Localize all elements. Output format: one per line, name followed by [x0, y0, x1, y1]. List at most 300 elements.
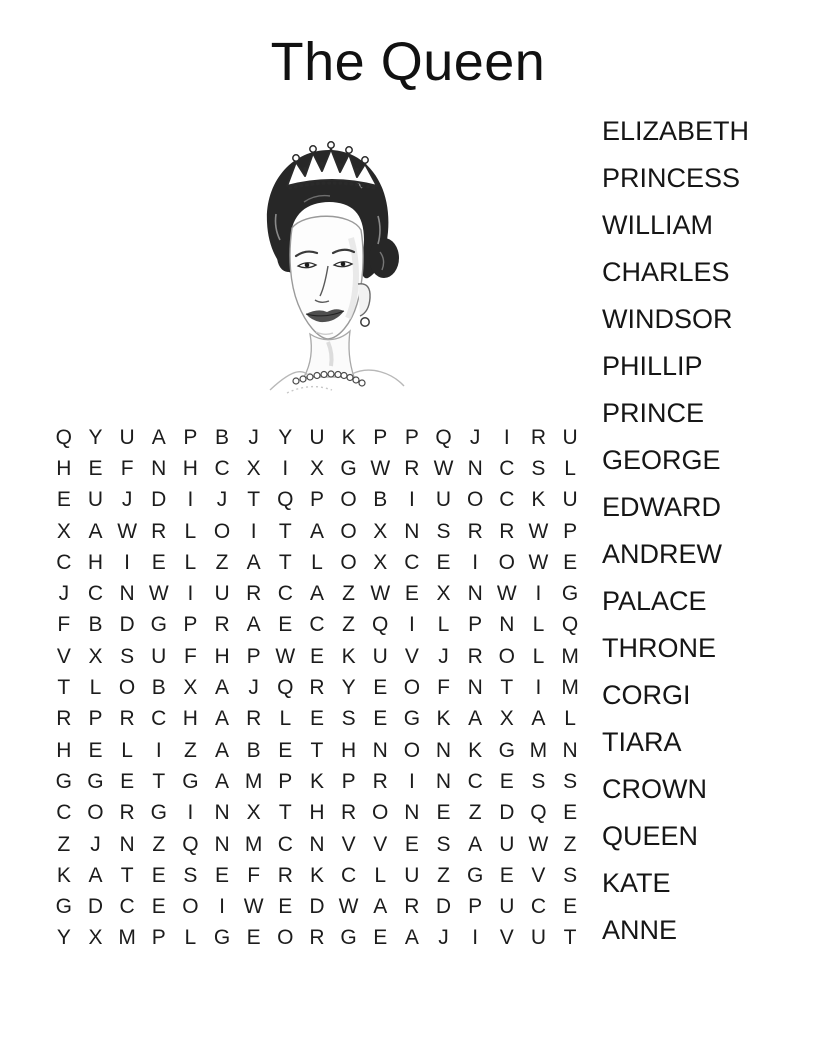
grid-letter: O — [498, 550, 515, 574]
grid-letter: P — [151, 926, 166, 950]
grid-letter: E — [88, 456, 103, 480]
grid-letter: L — [184, 519, 197, 543]
grid-letter: T — [278, 519, 292, 543]
grid-letter: W — [370, 582, 391, 606]
grid-letter: W — [275, 644, 296, 668]
grid-letter: Z — [152, 832, 166, 856]
grid-letter: G — [213, 926, 231, 950]
grid-letter: S — [120, 644, 135, 668]
word-list-item: QUEEN — [602, 821, 699, 851]
grid-letter: N — [372, 738, 388, 762]
word-list-item: CROWN — [602, 774, 707, 804]
grid-letter: Y — [56, 926, 71, 950]
word-list-item: THRONE — [602, 633, 716, 663]
grid-letter: V — [373, 832, 388, 856]
grid-letter: X — [56, 519, 71, 543]
grid-letter: E — [373, 707, 388, 731]
grid-letter: L — [532, 644, 545, 668]
grid-letter: U — [214, 582, 230, 606]
grid-letter: A — [88, 863, 103, 887]
grid-letter: Z — [563, 832, 577, 856]
grid-letter: R — [309, 926, 325, 950]
grid-letter: T — [278, 550, 292, 574]
grid-letter: P — [563, 519, 578, 543]
puzzle-title: The Queen — [270, 32, 546, 92]
grid-letter: X — [373, 519, 388, 543]
word-list-item: GEORGE — [602, 445, 721, 475]
grid-letter: R — [530, 425, 547, 449]
word-list-item: CORGI — [602, 680, 691, 710]
grid-letter: I — [124, 550, 131, 574]
grid-letter: E — [373, 676, 388, 700]
grid-letter: N — [119, 582, 135, 606]
grid-letter: R — [151, 519, 167, 543]
grid-letter: U — [499, 832, 515, 856]
grid-letter: R — [341, 801, 357, 825]
grid-letter: C — [341, 863, 357, 887]
grid-letter: Y — [341, 676, 356, 700]
grid-letter: M — [244, 769, 263, 793]
grid-letter: R — [404, 456, 420, 480]
grid-letter: E — [88, 738, 103, 762]
grid-letter: M — [561, 676, 579, 700]
grid-letter: R — [246, 707, 262, 731]
grid-letter: H — [214, 644, 230, 668]
grid-letter: R — [404, 895, 420, 919]
grid-letter: C — [309, 613, 325, 637]
word-list-item: ANDREW — [602, 539, 722, 569]
grid-letter: S — [436, 832, 451, 856]
grid-letter: H — [56, 456, 72, 480]
grid-letter: T — [247, 488, 261, 512]
grid-letter: A — [215, 769, 230, 793]
grid-letter: W — [528, 832, 549, 856]
word-list-item: PRINCE — [602, 398, 705, 428]
grid-letter: X — [309, 456, 324, 480]
grid-letter: H — [182, 456, 198, 480]
grid-letter: C — [277, 832, 293, 856]
grid-letter: U — [562, 425, 578, 449]
grid-letter: O — [182, 895, 199, 919]
grid-letter: L — [532, 613, 545, 637]
grid-letter: S — [563, 769, 578, 793]
grid-letter: V — [499, 926, 514, 950]
grid-letter: L — [374, 863, 387, 887]
grid-letter: I — [535, 676, 542, 700]
grid-letter: Q — [277, 488, 294, 512]
grid-letter: M — [118, 926, 136, 950]
grid-letter: Q — [561, 613, 579, 637]
grid-letter: Q — [530, 801, 547, 825]
grid-letter: D — [309, 895, 325, 919]
grid-letter: A — [151, 425, 166, 449]
grid-letter: C — [499, 488, 515, 512]
grid-letter: B — [246, 738, 261, 762]
grid-letter: N — [467, 676, 483, 700]
grid-letter: G — [498, 738, 515, 762]
grid-letter: U — [562, 488, 578, 512]
grid-letter: E — [563, 550, 578, 574]
grid-letter: D — [87, 895, 104, 919]
grid-letter: N — [435, 769, 452, 793]
grid-letter: O — [87, 801, 104, 825]
grid-letter: C — [56, 550, 72, 574]
grid-letter: T — [152, 769, 166, 793]
grid-letter: O — [340, 519, 357, 543]
grid-letter: E — [309, 644, 324, 668]
grid-letter: F — [57, 613, 71, 637]
grid-letter: H — [56, 738, 72, 762]
grid-letter: A — [468, 707, 483, 731]
grid-letter: T — [500, 676, 514, 700]
word-list-item: WINDSOR — [602, 304, 733, 334]
grid-letter: Y — [278, 425, 293, 449]
grid-letter: U — [87, 488, 104, 512]
grid-letter: F — [247, 863, 261, 887]
grid-letter: J — [216, 488, 228, 512]
grid-letter: U — [435, 488, 452, 512]
grid-letter: E — [56, 488, 71, 512]
grid-letter: E — [309, 707, 324, 731]
grid-letter: M — [244, 832, 263, 856]
grid-letter: O — [213, 519, 231, 543]
grid-letter: D — [435, 895, 452, 919]
grid-letter: I — [472, 926, 479, 950]
grid-letter: X — [436, 582, 451, 606]
grid-letter: C — [467, 769, 483, 793]
grid-letter: I — [250, 519, 257, 543]
grid-letter: C — [404, 550, 420, 574]
grid-letter: Q — [372, 613, 389, 637]
grid-letter: H — [182, 707, 198, 731]
grid-letter: O — [277, 926, 294, 950]
grid-letter: Z — [342, 582, 355, 606]
grid-letter: L — [279, 707, 292, 731]
grid-letter: E — [499, 863, 514, 887]
grid-letter: I — [408, 769, 415, 793]
grid-letter: J — [121, 488, 133, 512]
grid-letter: O — [498, 644, 515, 668]
grid-letter: Q — [182, 832, 199, 856]
grid-letter: W — [433, 456, 454, 480]
grid-letter: L — [184, 926, 197, 950]
grid-letter: O — [403, 738, 421, 762]
grid-letter: C — [214, 456, 230, 480]
grid-letter: G — [150, 801, 167, 825]
grid-letter: I — [282, 456, 289, 480]
grid-letter: N — [119, 832, 135, 856]
grid-letter: R — [467, 644, 483, 668]
grid-letter: S — [531, 456, 546, 480]
grid-letter: E — [151, 895, 166, 919]
grid-letter: P — [468, 895, 483, 919]
grid-letter: Z — [215, 550, 229, 574]
grid-letter: E — [436, 801, 451, 825]
grid-letter: C — [87, 582, 104, 606]
grid-letter: D — [499, 801, 515, 825]
grid-letter: E — [120, 769, 135, 793]
grid-letter: D — [119, 613, 135, 637]
grid-letter: O — [372, 801, 389, 825]
grid-letter: E — [404, 832, 419, 856]
grid-letter: G — [466, 863, 484, 887]
grid-letter: I — [408, 613, 415, 637]
grid-letter: Z — [437, 863, 450, 887]
grid-letter: E — [436, 550, 451, 574]
grid-letter: Y — [88, 425, 103, 449]
grid-letter: C — [277, 582, 293, 606]
grid-letter: L — [437, 613, 450, 637]
grid-letter: C — [56, 801, 72, 825]
grid-letter: U — [309, 425, 325, 449]
grid-letter: R — [246, 582, 262, 606]
grid-letter: L — [311, 550, 323, 574]
word-list-item: TIARA — [602, 727, 682, 757]
grid-letter: J — [90, 832, 101, 856]
grid-letter: X — [88, 644, 103, 668]
grid-letter: A — [309, 519, 324, 543]
grid-letter: I — [408, 488, 415, 512]
queen-portrait-illustration — [232, 136, 426, 396]
grid-letter: M — [529, 738, 548, 762]
grid-letter: V — [404, 644, 419, 668]
grid-letter: Q — [277, 676, 294, 700]
grid-letter: G — [55, 895, 72, 919]
grid-letter: E — [151, 863, 166, 887]
grid-letter: K — [309, 769, 324, 793]
grid-letter: E — [246, 926, 261, 950]
grid-letter: K — [468, 738, 483, 762]
grid-letter: E — [563, 801, 578, 825]
grid-letter: G — [403, 707, 421, 731]
grid-letter: Q — [435, 425, 452, 449]
grid-letter: X — [246, 456, 261, 480]
grid-letter: Q — [55, 425, 72, 449]
grid-letter: G — [340, 456, 357, 480]
grid-letter: P — [404, 425, 419, 449]
grid-letter: I — [503, 425, 510, 449]
grid-letter: P — [183, 613, 198, 637]
word-list-item: EDWARD — [602, 492, 721, 522]
grid-letter: A — [531, 707, 546, 731]
grid-letter: N — [214, 832, 230, 856]
grid-letter: A — [373, 895, 388, 919]
grid-letter: B — [373, 488, 388, 512]
grid-letter: N — [404, 801, 420, 825]
grid-letter: I — [219, 895, 225, 919]
grid-letter: O — [403, 676, 421, 700]
grid-letter: K — [531, 488, 546, 512]
grid-letter: U — [119, 425, 135, 449]
grid-letter: R — [214, 613, 230, 637]
grid-letter: K — [341, 425, 356, 449]
grid-letter: E — [278, 895, 293, 919]
grid-letter: J — [248, 425, 259, 449]
grid-letter: A — [404, 926, 419, 950]
grid-letter: K — [309, 863, 324, 887]
grid-letter: U — [372, 644, 388, 668]
grid-letter: P — [341, 769, 356, 793]
grid-letter: A — [215, 676, 230, 700]
grid-letter: O — [340, 550, 357, 574]
grid-letter: G — [340, 926, 357, 950]
grid-letter: L — [184, 550, 197, 574]
grid-letter: P — [278, 769, 293, 793]
grid-letter: A — [88, 519, 103, 543]
grid-letter: Z — [57, 832, 71, 856]
grid-letter: L — [564, 456, 576, 480]
grid-letter: W — [528, 550, 549, 574]
grid-letter: U — [151, 644, 167, 668]
grid-letter: U — [404, 863, 420, 887]
grid-letter: U — [499, 895, 515, 919]
word-list-item: PRINCESS — [602, 163, 741, 193]
grid-letter: N — [562, 738, 578, 762]
grid-letter: W — [496, 582, 517, 606]
grid-letter: K — [341, 644, 356, 668]
grid-letter: I — [187, 488, 194, 512]
grid-letter: E — [278, 738, 293, 762]
grid-letter: R — [499, 519, 515, 543]
grid-letter: Z — [468, 801, 482, 825]
grid-letter: P — [246, 644, 261, 668]
grid-letter: G — [87, 769, 104, 793]
word-list-item: PALACE — [602, 586, 707, 616]
grid-letter: T — [120, 863, 134, 887]
grid-letter: T — [57, 676, 71, 700]
grid-letter: G — [182, 769, 199, 793]
grid-letter: O — [340, 488, 357, 512]
grid-letter: X — [373, 550, 388, 574]
word-list-item: CHARLES — [602, 257, 730, 287]
grid-letter: X — [183, 676, 198, 700]
grid-letter: X — [88, 926, 103, 950]
grid-letter: T — [310, 738, 324, 762]
grid-letter: K — [436, 707, 451, 731]
grid-letter: V — [56, 644, 71, 668]
grid-letter: G — [55, 769, 72, 793]
grid-letter: I — [155, 738, 162, 762]
grid-letter: S — [341, 707, 356, 731]
grid-letter: I — [535, 582, 542, 606]
grid-letter: E — [151, 550, 166, 574]
grid-letter: F — [183, 644, 197, 668]
grid-letter: N — [151, 456, 167, 480]
grid-letter: C — [499, 456, 515, 480]
grid-letter: P — [373, 425, 388, 449]
grid-letter: S — [436, 519, 451, 543]
grid-letter: J — [248, 676, 259, 700]
grid-letter: R — [56, 707, 72, 731]
grid-letter: J — [58, 582, 70, 606]
grid-letter: B — [151, 676, 166, 700]
grid-letter: L — [564, 707, 576, 731]
word-list-item: ELIZABETH — [602, 116, 750, 146]
grid-letter: D — [151, 488, 167, 512]
grid-letter: I — [472, 550, 479, 574]
grid-letter: P — [88, 707, 103, 731]
grid-letter: C — [151, 707, 167, 731]
grid-letter: T — [563, 926, 577, 950]
grid-letter: K — [56, 863, 71, 887]
grid-letter: N — [309, 832, 325, 856]
grid-letter: L — [89, 676, 102, 700]
grid-letter: A — [215, 707, 230, 731]
grid-letter: T — [278, 801, 292, 825]
grid-letter: Z — [183, 738, 197, 762]
grid-letter: R — [277, 863, 293, 887]
grid-letter: W — [338, 895, 359, 919]
grid-letter: N — [467, 582, 483, 606]
grid-letter: W — [370, 456, 391, 480]
grid-letter: W — [117, 519, 138, 543]
grid-letter: V — [531, 863, 546, 887]
queen-portrait — [232, 136, 426, 396]
grid-letter: E — [215, 863, 230, 887]
grid-letter: E — [563, 895, 578, 919]
grid-letter: S — [563, 863, 578, 887]
grid-letter: S — [183, 863, 198, 887]
word-list-item: PHILLIP — [602, 351, 703, 381]
grid-letter: N — [435, 738, 452, 762]
grid-letter: E — [404, 582, 419, 606]
word-list — [602, 108, 749, 954]
grid-letter: P — [309, 488, 324, 512]
letter-grid — [48, 422, 586, 954]
grid-letter: G — [150, 613, 167, 637]
grid-letter: V — [341, 832, 356, 856]
grid-letter: I — [187, 801, 194, 825]
word-list-item: KATE — [602, 868, 671, 898]
grid-letter: E — [278, 613, 293, 637]
word-list-item: ANNE — [602, 915, 678, 945]
grid-letter: E — [373, 926, 388, 950]
grid-letter: H — [309, 801, 325, 825]
grid-letter: C — [119, 895, 135, 919]
grid-letter: G — [561, 582, 579, 606]
grid-letter: E — [499, 769, 514, 793]
grid-letter: A — [246, 613, 261, 637]
grid-letter: J — [438, 644, 449, 668]
grid-letter: O — [466, 488, 484, 512]
grid-letter: J — [438, 926, 449, 950]
grid-letter: P — [183, 425, 198, 449]
grid-letter: N — [214, 801, 230, 825]
grid-letter: A — [246, 550, 261, 574]
grid-letter: M — [561, 644, 579, 668]
grid-letter: J — [469, 425, 481, 449]
grid-letter: F — [120, 456, 134, 480]
grid-letter: H — [87, 550, 104, 574]
grid-letter: Z — [342, 613, 355, 637]
word-list-item: WILLIAM — [602, 210, 714, 240]
grid-letter: L — [121, 738, 133, 762]
grid-letter: W — [243, 895, 264, 919]
grid-letter: P — [468, 613, 483, 637]
grid-letter: N — [467, 456, 483, 480]
grid-letter: A — [468, 832, 483, 856]
grid-letter: U — [530, 926, 547, 950]
grid-letter: W — [148, 582, 169, 606]
grid-letter: N — [499, 613, 515, 637]
grid-letter: R — [372, 769, 388, 793]
grid-letter: C — [530, 895, 547, 919]
grid-letter: A — [309, 582, 324, 606]
grid-letter: O — [118, 676, 136, 700]
grid-letter: R — [119, 801, 135, 825]
grid-letter: R — [309, 676, 325, 700]
grid-letter: H — [341, 738, 357, 762]
